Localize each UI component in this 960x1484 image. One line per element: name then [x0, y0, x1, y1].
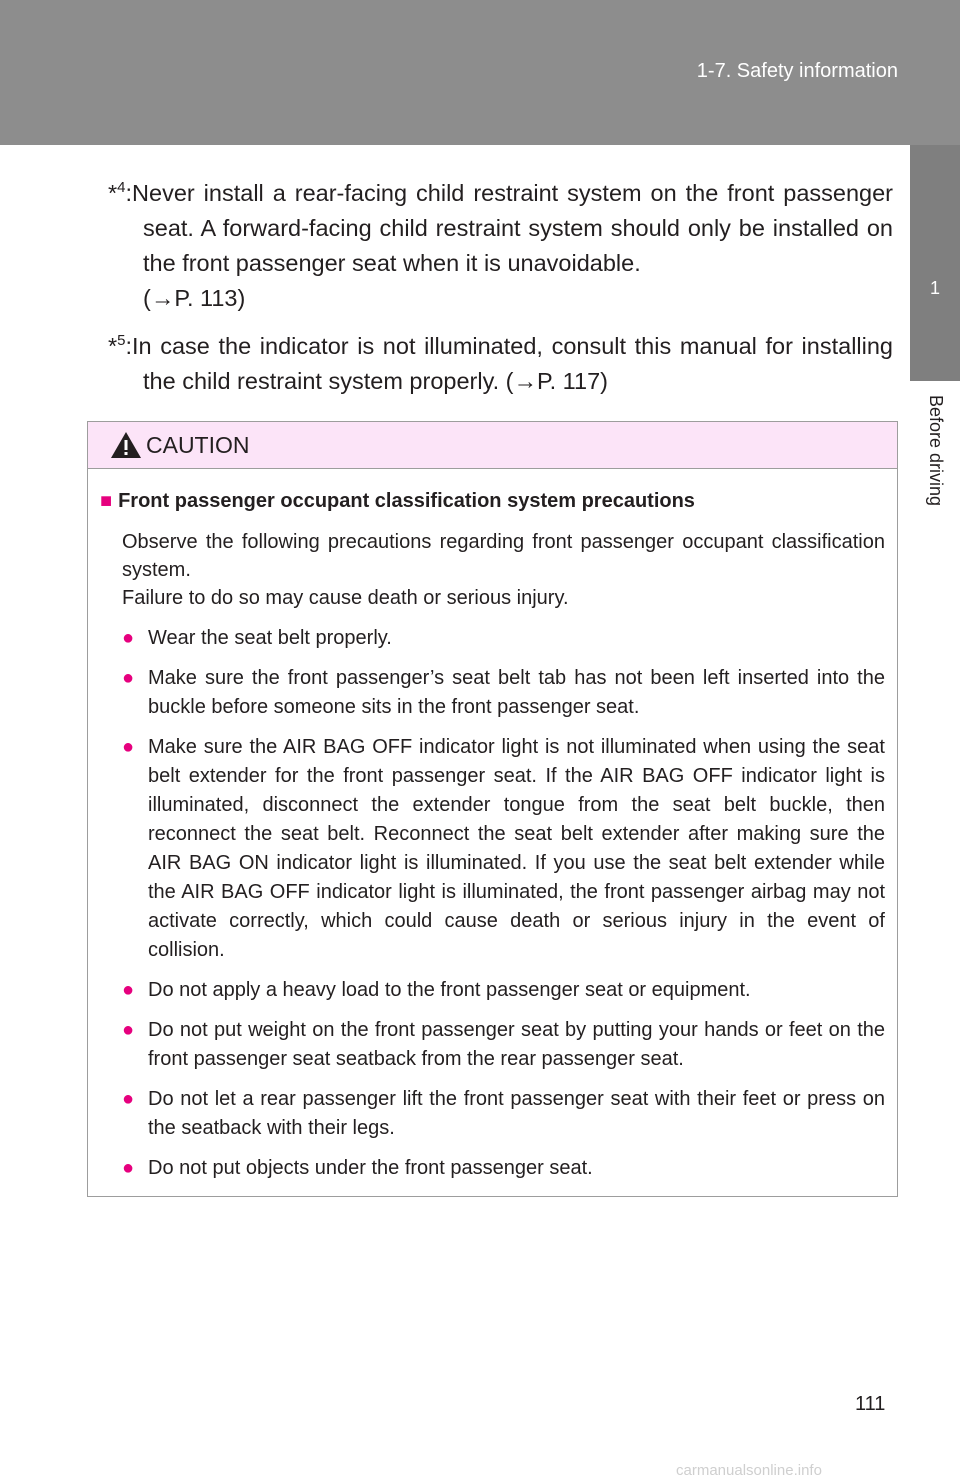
footnote-marker: *: [108, 180, 118, 206]
caution-bullet-text: Do not let a rear passenger lift the front passenger seat with their feet or press on the seatback with their legs.: [148, 1088, 885, 1139]
caution-bullet: [100, 1085, 885, 1143]
page-header: [0, 0, 960, 145]
caution-bullet: [100, 664, 885, 722]
chapter-label: Before driving: [926, 395, 946, 507]
caution-intro-line: Failure to do so may cause death or serious injury.: [122, 587, 569, 609]
circle-bullet-icon: ●: [122, 1088, 135, 1110]
footnote-4: [108, 176, 893, 316]
caution-bullet: [100, 1016, 885, 1074]
caution-box: [87, 421, 898, 1197]
caution-intro: [100, 528, 885, 612]
section-title: 1-7. Safety information: [696, 60, 898, 82]
chapter-number: 1: [929, 278, 940, 298]
circle-bullet-icon: ●: [122, 1019, 135, 1041]
caution-title: CAUTION: [146, 432, 250, 458]
square-bullet-icon: ■: [100, 490, 113, 512]
caution-heading-text: Front passenger occupant classification system precautions: [118, 490, 695, 512]
footnote-text: :In case the indicator is not illuminated, consult this manual for installing the child restraint system properly. (→P. 117): [125, 333, 893, 394]
caution-bullet-text: Do not put weight on the front passenger seat by putting your hands or feet on the front passenger seat seatback from the rear passenger seat.: [148, 1019, 885, 1070]
caution-header: [88, 422, 897, 469]
chapter-tab-marker: [910, 145, 960, 381]
caution-bullet: [100, 733, 885, 965]
footnote-text: :Never install a rear-facing child restraint system on the front passenger seat. A forward-facing child restraint system should only be installed on the front passenger seat when it is unavoidable.: [125, 180, 893, 276]
warning-triangle-icon: [110, 431, 142, 459]
caution-bullet: [100, 624, 885, 653]
circle-bullet-icon: ●: [122, 736, 135, 758]
footnote-5: [108, 329, 893, 399]
caution-intro-line: Observe the following precautions regarding front passenger occupant classification system.: [122, 531, 885, 581]
footnote-marker: *: [108, 333, 118, 359]
circle-bullet-icon: ●: [122, 1157, 135, 1179]
page-number: 111: [855, 1393, 886, 1415]
watermark: carmanualsonline.info: [676, 1462, 822, 1479]
caution-bullet: [100, 1154, 885, 1183]
circle-bullet-icon: ●: [122, 667, 135, 689]
caution-bullet-text: Do not apply a heavy load to the front passenger seat or equipment.: [148, 979, 751, 1001]
caution-heading: [100, 488, 885, 515]
caution-bullet-text: Wear the seat belt properly.: [148, 627, 392, 649]
caution-bullet-text: Make sure the AIR BAG OFF indicator light is not illuminated when using the seat belt extender for the front passenger seat. If the AIR BAG OFF indicator light is illuminated, disconnect the extender tongue from the seat belt buckle, then reconnect the seat belt. Reconnect the seat belt extender after making sure the AIR BAG ON indicator light is illuminated. If you use the seat belt extender while the AIR BAG OFF indicator light is illuminated, the front passenger airbag may not activate correctly, which could cause death or serious injury in the event of collision.: [148, 736, 885, 961]
chapter-side-tab: [910, 145, 960, 1484]
footnotes: [108, 176, 893, 412]
caution-bullet-text: Make sure the front passenger’s seat belt tab has not been left inserted into the buckle before someone sits in the front passenger seat.: [148, 667, 885, 718]
circle-bullet-icon: ●: [122, 627, 135, 649]
footnote-page-ref: (→P. 113): [143, 285, 246, 311]
caution-bullet: [100, 976, 885, 1005]
caution-bullet-text: Do not put objects under the front passenger seat.: [148, 1157, 593, 1179]
circle-bullet-icon: ●: [122, 979, 135, 1001]
footnote-number: 4: [117, 179, 126, 196]
footnote-number: 5: [117, 332, 126, 349]
caution-body: [88, 469, 897, 1183]
